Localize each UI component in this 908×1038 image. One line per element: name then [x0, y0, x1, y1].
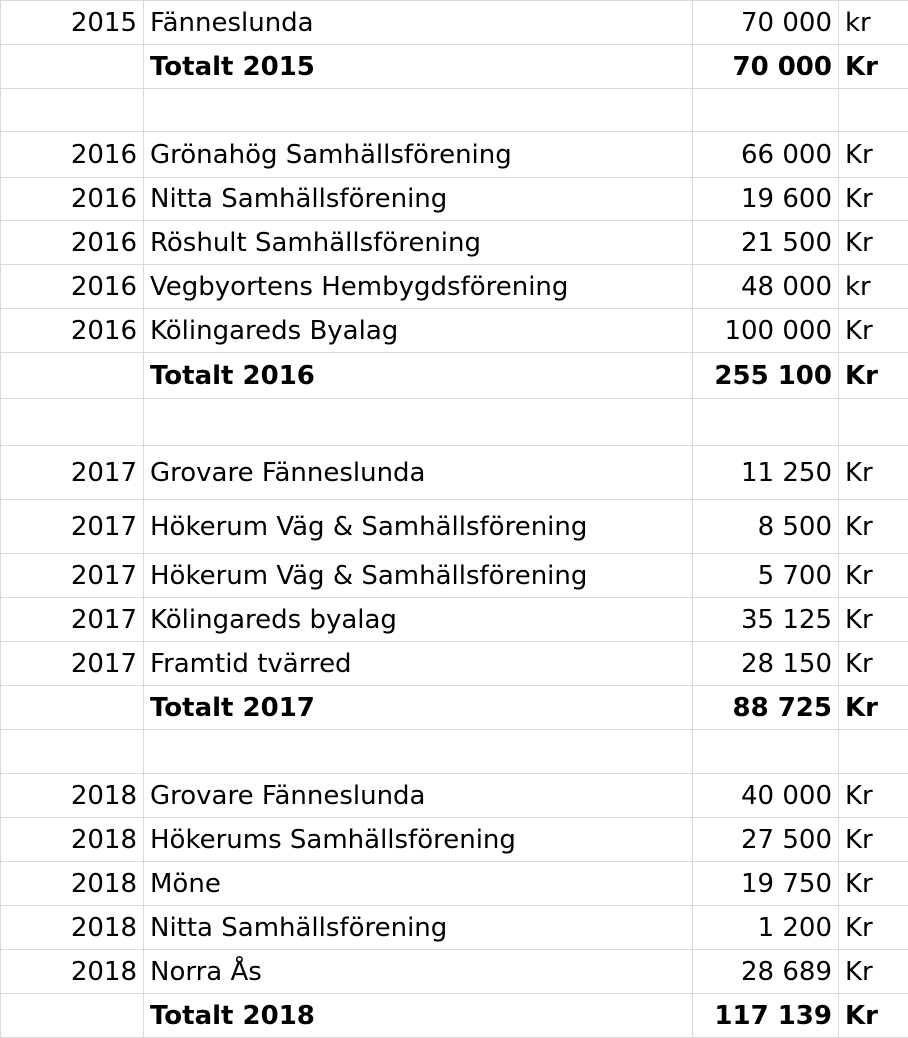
unit-cell[interactable]: Kr: [839, 309, 908, 353]
name-cell[interactable]: Fänneslunda: [144, 1, 693, 45]
table-row: [1, 178, 908, 221]
year-cell[interactable]: [1, 994, 144, 1038]
table-row: [1, 950, 908, 994]
year-cell[interactable]: 2018: [1, 950, 144, 994]
unit-cell[interactable]: Kr: [839, 132, 908, 178]
amount-cell[interactable]: 1 200: [693, 906, 839, 950]
year-cell[interactable]: [1, 686, 144, 730]
amount-cell[interactable]: 66 000: [693, 132, 839, 178]
table-row: [1, 309, 908, 353]
year-cell[interactable]: [1, 45, 144, 89]
total-row: [1, 686, 908, 730]
unit-cell[interactable]: Kr: [839, 178, 908, 221]
table-row: [1, 818, 908, 862]
year-cell[interactable]: 2018: [1, 774, 144, 818]
table-row: [1, 642, 908, 686]
unit-cell[interactable]: Kr: [839, 45, 908, 89]
unit-cell[interactable]: Kr: [839, 906, 908, 950]
empty-cell[interactable]: [1, 399, 144, 446]
year-cell[interactable]: 2016: [1, 309, 144, 353]
amount-cell[interactable]: 27 500: [693, 818, 839, 862]
name-cell[interactable]: Hökerums Samhällsförening: [144, 818, 693, 862]
unit-cell[interactable]: Kr: [839, 818, 908, 862]
year-cell[interactable]: 2017: [1, 642, 144, 686]
name-cell[interactable]: Nitta Samhällsförening: [144, 178, 693, 221]
table-row: [1, 774, 908, 818]
unit-cell[interactable]: Kr: [839, 598, 908, 642]
year-cell[interactable]: 2017: [1, 446, 144, 500]
year-cell[interactable]: 2016: [1, 132, 144, 178]
unit-cell[interactable]: Kr: [839, 221, 908, 265]
amount-cell[interactable]: 70 000: [693, 1, 839, 45]
table-row: [1, 500, 908, 554]
name-cell[interactable]: Grönahög Samhällsförening: [144, 132, 693, 178]
year-cell[interactable]: 2016: [1, 221, 144, 265]
total-amount-cell[interactable]: 70 000: [693, 45, 839, 89]
year-cell[interactable]: 2018: [1, 906, 144, 950]
name-cell[interactable]: Hökerum Väg & Samhällsförening: [144, 500, 693, 554]
unit-cell[interactable]: Kr: [839, 686, 908, 730]
unit-cell[interactable]: Kr: [839, 994, 908, 1038]
unit-cell[interactable]: kr: [839, 265, 908, 309]
total-label-cell[interactable]: Totalt 2015: [144, 45, 693, 89]
amount-cell[interactable]: 48 000: [693, 265, 839, 309]
year-cell[interactable]: 2015: [1, 1, 144, 45]
unit-cell[interactable]: Kr: [839, 950, 908, 994]
blank-row: [1, 730, 908, 774]
empty-cell[interactable]: [144, 399, 693, 446]
table-row: [1, 1, 908, 45]
blank-row: [1, 399, 908, 446]
amount-cell[interactable]: 40 000: [693, 774, 839, 818]
empty-cell[interactable]: [839, 730, 908, 774]
table-row: [1, 132, 908, 178]
total-amount-cell[interactable]: 255 100: [693, 353, 839, 399]
year-cell[interactable]: 2016: [1, 265, 144, 309]
empty-cell[interactable]: [1, 89, 144, 132]
total-row: [1, 994, 908, 1038]
amount-cell[interactable]: 8 500: [693, 500, 839, 554]
amount-cell[interactable]: 11 250: [693, 446, 839, 500]
total-label-cell[interactable]: Totalt 2018: [144, 994, 693, 1038]
name-cell[interactable]: Norra Ås: [144, 950, 693, 994]
table-row: [1, 221, 908, 265]
table-row: [1, 446, 908, 500]
amount-cell[interactable]: 19 600: [693, 178, 839, 221]
empty-cell[interactable]: [693, 730, 839, 774]
amount-cell[interactable]: 19 750: [693, 862, 839, 906]
name-cell[interactable]: Grovare Fänneslunda: [144, 446, 693, 500]
unit-cell[interactable]: Kr: [839, 642, 908, 686]
unit-cell[interactable]: Kr: [839, 774, 908, 818]
year-cell[interactable]: 2017: [1, 598, 144, 642]
blank-row: [1, 89, 908, 132]
amount-cell[interactable]: 28 150: [693, 642, 839, 686]
empty-cell[interactable]: [144, 89, 693, 132]
empty-cell[interactable]: [144, 730, 693, 774]
unit-cell[interactable]: Kr: [839, 554, 908, 598]
year-cell[interactable]: 2018: [1, 862, 144, 906]
amount-cell[interactable]: 100 000: [693, 309, 839, 353]
name-cell[interactable]: Kölingareds byalag: [144, 598, 693, 642]
amount-cell[interactable]: 21 500: [693, 221, 839, 265]
total-label-cell[interactable]: Totalt 2016: [144, 353, 693, 399]
name-cell[interactable]: Nitta Samhällsförening: [144, 906, 693, 950]
empty-cell[interactable]: [693, 89, 839, 132]
name-cell[interactable]: Röshult Samhällsförening: [144, 221, 693, 265]
name-cell[interactable]: Hökerum Väg & Samhällsförening: [144, 554, 693, 598]
total-amount-cell[interactable]: 117 139: [693, 994, 839, 1038]
table-row: [1, 906, 908, 950]
amount-cell[interactable]: 5 700: [693, 554, 839, 598]
year-cell[interactable]: 2017: [1, 554, 144, 598]
total-amount-cell[interactable]: 88 725: [693, 686, 839, 730]
total-row: [1, 45, 908, 89]
name-cell[interactable]: Grovare Fänneslunda: [144, 774, 693, 818]
table-row: [1, 265, 908, 309]
empty-cell[interactable]: [839, 89, 908, 132]
year-cell[interactable]: 2018: [1, 818, 144, 862]
amount-cell[interactable]: 28 689: [693, 950, 839, 994]
table-row: [1, 862, 908, 906]
name-cell[interactable]: Framtid tvärred: [144, 642, 693, 686]
unit-cell[interactable]: Kr: [839, 446, 908, 500]
year-cell[interactable]: 2016: [1, 178, 144, 221]
year-cell[interactable]: [1, 353, 144, 399]
unit-cell[interactable]: kr: [839, 1, 908, 45]
name-cell[interactable]: Kölingareds Byalag: [144, 309, 693, 353]
total-row: [1, 353, 908, 399]
unit-cell[interactable]: Kr: [839, 353, 908, 399]
name-cell[interactable]: Vegbyortens Hembygdsförening: [144, 265, 693, 309]
unit-cell[interactable]: Kr: [839, 862, 908, 906]
table-row: [1, 598, 908, 642]
table-row: [1, 554, 908, 598]
empty-cell[interactable]: [1, 730, 144, 774]
amount-cell[interactable]: 35 125: [693, 598, 839, 642]
total-label-cell[interactable]: Totalt 2017: [144, 686, 693, 730]
unit-cell[interactable]: Kr: [839, 500, 908, 554]
empty-cell[interactable]: [693, 399, 839, 446]
year-cell[interactable]: 2017: [1, 500, 144, 554]
name-cell[interactable]: Möne: [144, 862, 693, 906]
empty-cell[interactable]: [839, 399, 908, 446]
